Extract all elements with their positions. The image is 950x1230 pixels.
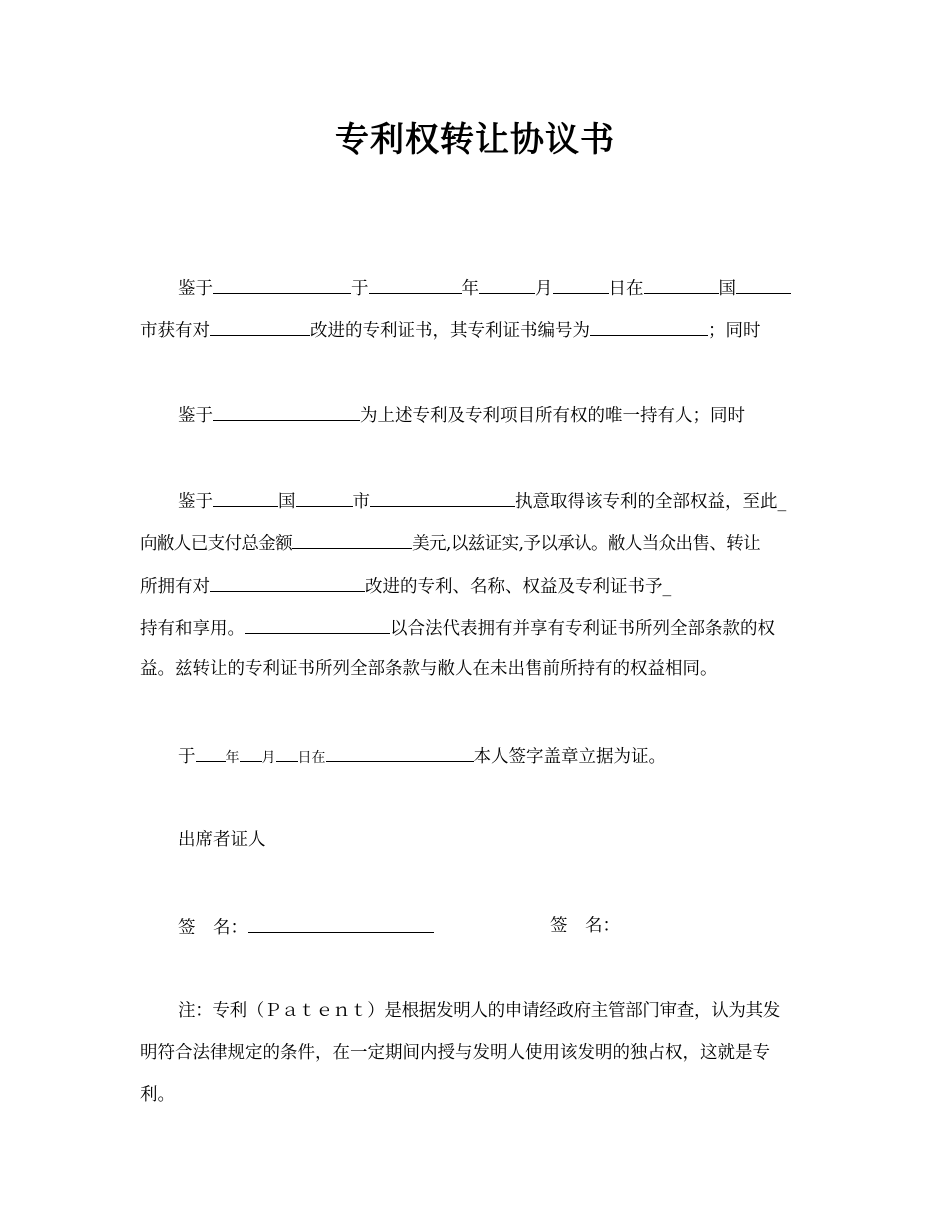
text: 市获有对 (140, 321, 210, 341)
blank-field[interactable] (590, 317, 708, 336)
text: 日在 (297, 750, 326, 766)
text: 月 (535, 279, 553, 299)
blank-field[interactable] (213, 275, 351, 294)
paragraph-3-line-1 (178, 488, 786, 514)
text: 执意取得该专利的全部权益，至此_ (515, 492, 787, 512)
text: 年 (461, 279, 479, 299)
text: 鉴于 (178, 492, 213, 512)
blank-field[interactable] (553, 275, 609, 294)
blank-field[interactable] (213, 488, 278, 507)
text: 于 (351, 279, 369, 299)
text: 日在 (608, 279, 644, 299)
signature-label: 签 名： (178, 918, 248, 938)
blank-field[interactable] (292, 530, 412, 549)
note-line-3: 利。 (140, 1085, 175, 1105)
blank-field[interactable] (213, 402, 360, 421)
note-line-2: 明符合法律规定的条件，在一定期间内授与发明人使用该发明的独占权，这就是专 (140, 1043, 770, 1063)
text: 持有和享用。 (140, 619, 245, 639)
text: 向敝人已支付总金额 (140, 534, 293, 554)
paragraph-1-line-1 (178, 275, 791, 301)
signature-field[interactable] (248, 914, 434, 933)
text: 为上述专利及专利项目所有权的唯一持有人；同时 (360, 406, 745, 426)
blank-field[interactable] (196, 743, 226, 762)
text: 国 (718, 279, 736, 299)
note-line-1: 注：专利（Ｐａｔｅｎｔ）是根据发明人的申请经政府主管部门审查，认为其发 (178, 1001, 780, 1021)
blank-field[interactable] (736, 275, 791, 294)
signature-left (178, 914, 434, 940)
text: 改进的专利、名称、权益及专利证书予_ (365, 577, 672, 597)
text: 国 (278, 492, 296, 512)
blank-field[interactable] (370, 488, 515, 507)
text: 所拥有对 (140, 577, 210, 597)
blank-field[interactable] (245, 615, 390, 634)
text: 鉴于 (178, 279, 213, 299)
signature-right: 签 名： (550, 916, 620, 936)
paragraph-2 (178, 402, 745, 428)
text: 市 (352, 492, 370, 512)
paragraph-1-line-2 (140, 317, 761, 343)
blank-field[interactable] (644, 275, 719, 294)
text: 月 (261, 750, 276, 766)
blank-field[interactable] (326, 743, 474, 762)
text: 鉴于 (178, 406, 213, 426)
blank-field[interactable] (276, 743, 298, 762)
text: 本人签字盖章立据为证。 (473, 747, 666, 767)
blank-field[interactable] (479, 275, 535, 294)
blank-field[interactable] (210, 573, 365, 592)
text: 年 (225, 750, 240, 766)
document-title: 专利权转让协议书 (335, 120, 615, 160)
paragraph-3-line-2 (140, 530, 760, 556)
blank-field[interactable] (296, 488, 353, 507)
paragraph-3-line-3 (140, 573, 671, 599)
blank-field[interactable] (369, 275, 462, 294)
text: ；同时 (708, 321, 761, 341)
text: 以合法代表拥有并享有专利证书所列全部条款的权 (390, 619, 775, 639)
text: 于 (178, 747, 196, 767)
blank-field[interactable] (210, 317, 310, 336)
paragraph-4 (178, 743, 666, 770)
paragraph-3-line-5: 益。兹转让的专利证书所列全部条款与敝人在未出售前所持有的权益相同。 (140, 659, 718, 679)
witness-label: 出席者证人 (178, 830, 266, 850)
paragraph-3-line-4 (140, 615, 775, 641)
text: 美元,以兹证实,予以承认。敝人当众出售、转让 (412, 534, 761, 554)
text: 改进的专利证书，其专利证书编号为 (310, 321, 590, 341)
blank-field[interactable] (240, 743, 262, 762)
